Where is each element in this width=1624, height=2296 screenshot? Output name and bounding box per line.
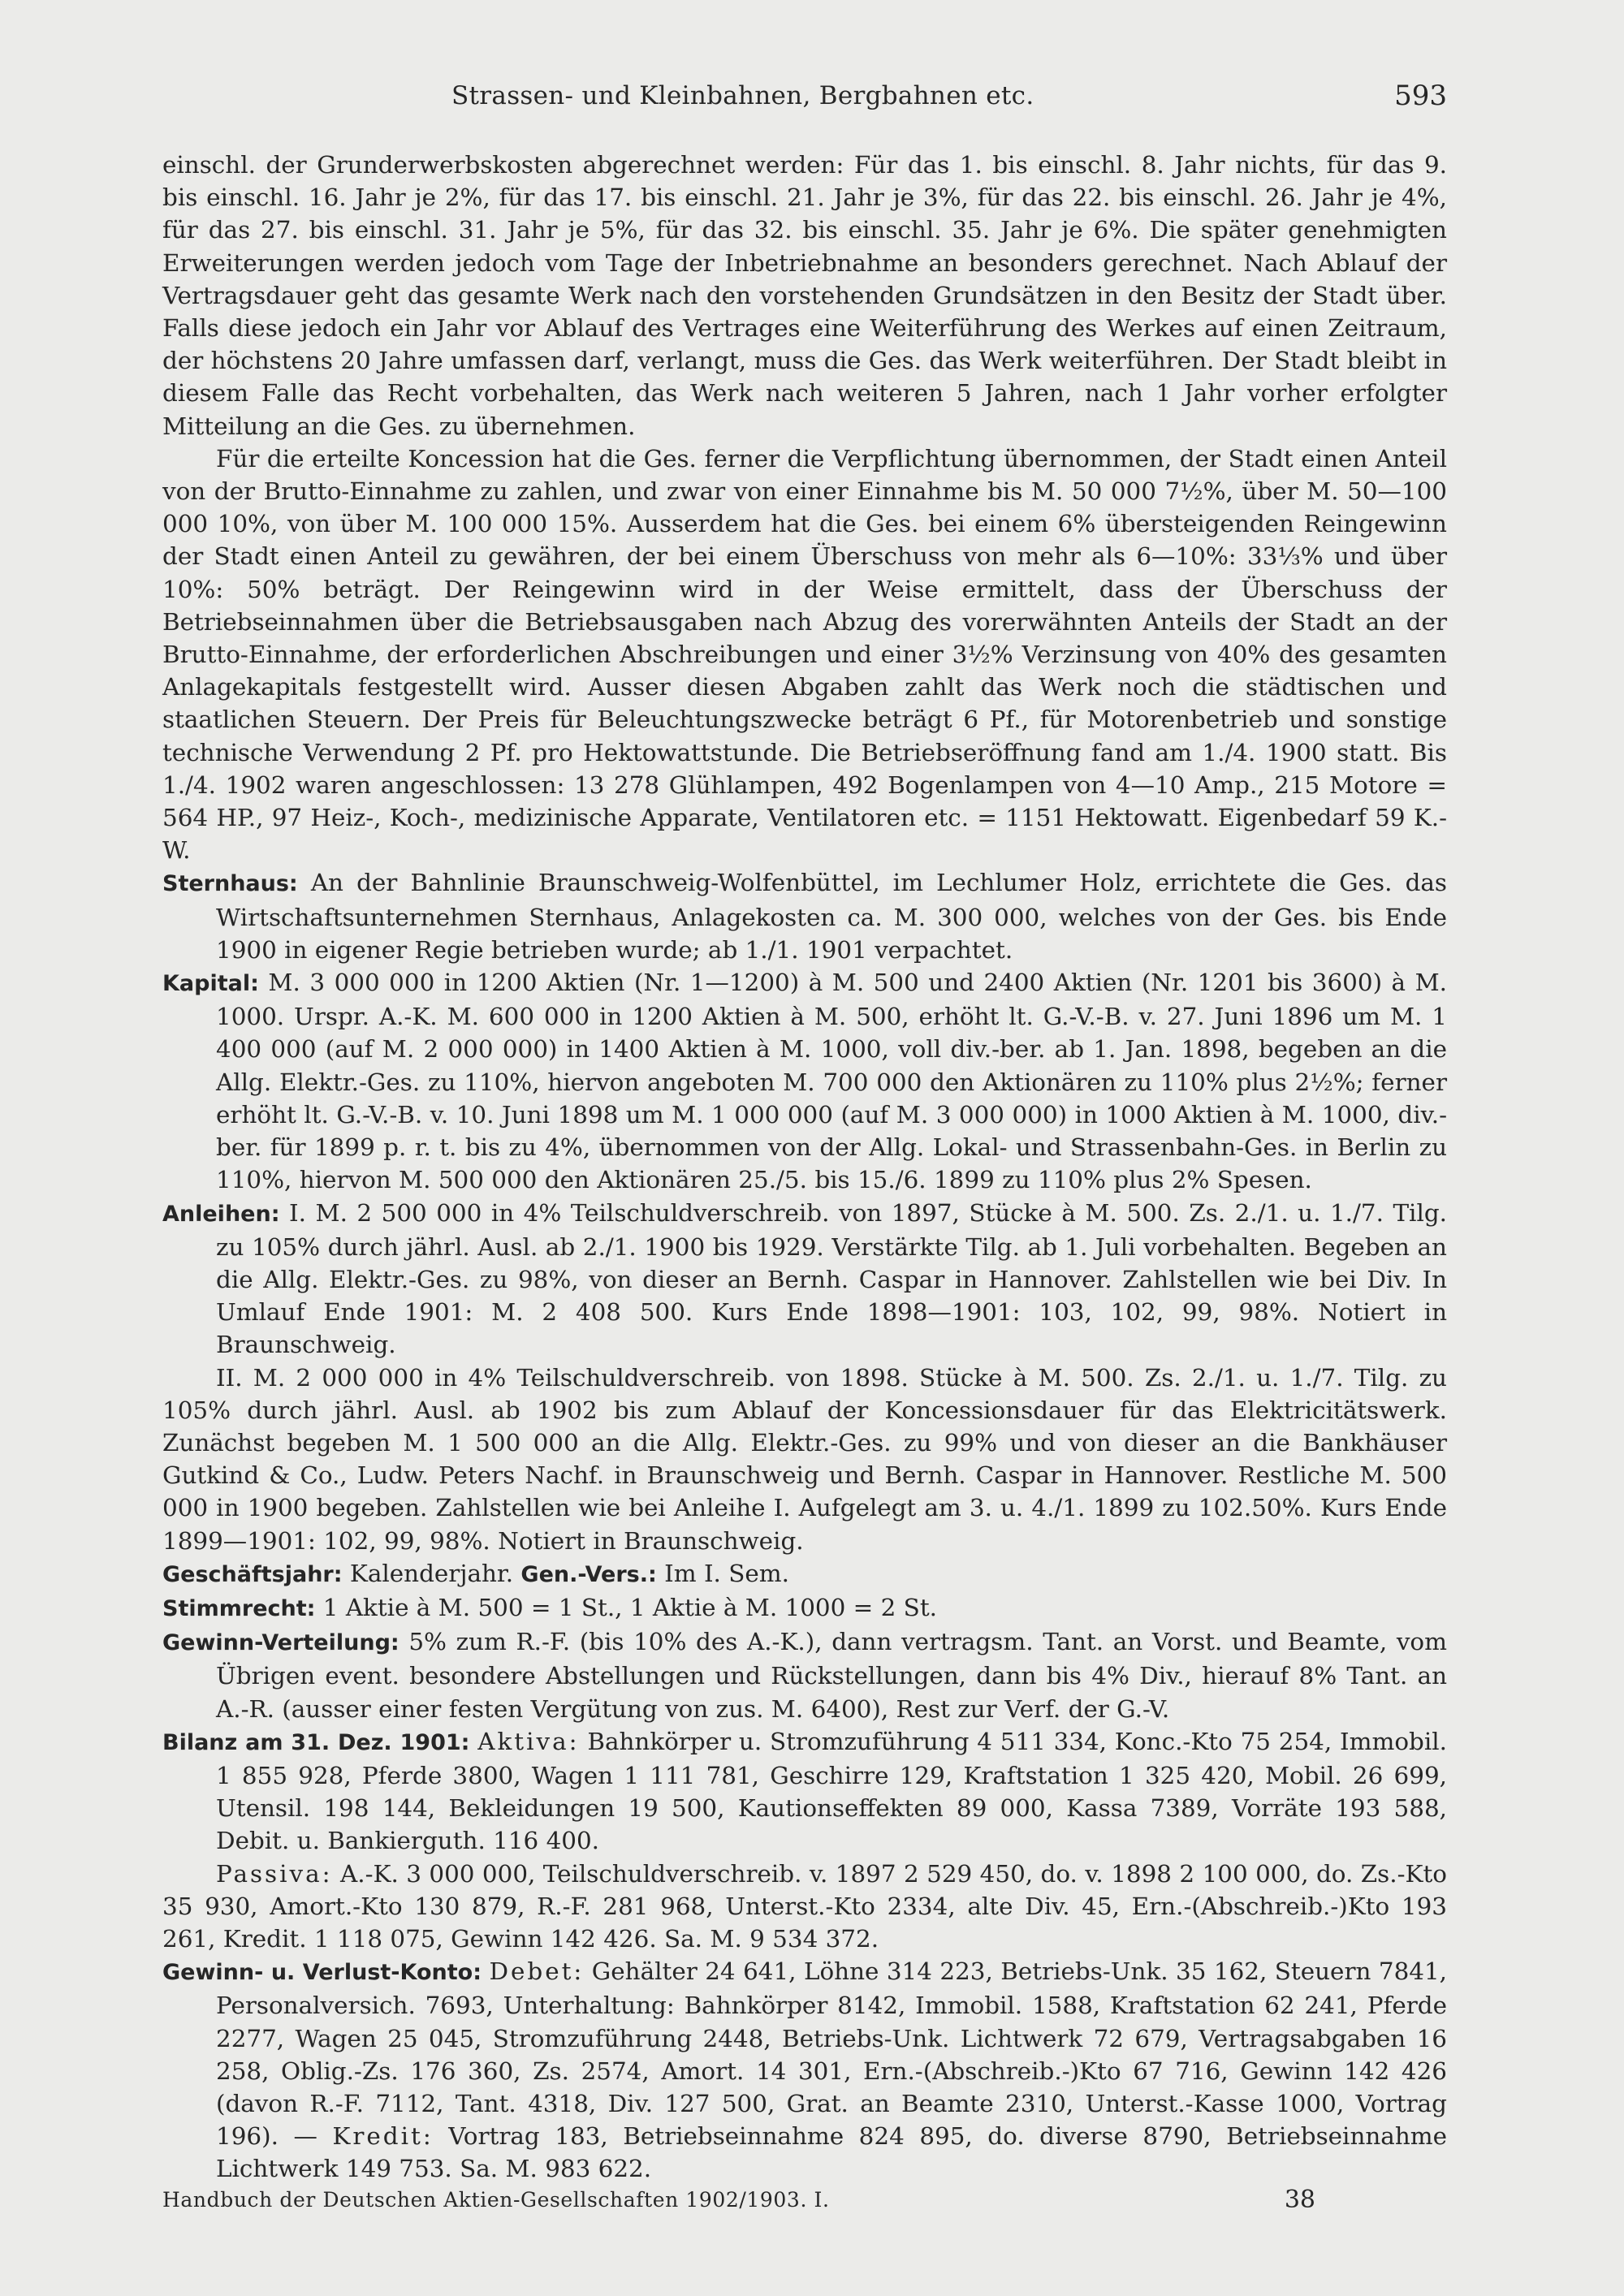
section-label: Gen.-Vers.:	[520, 1561, 657, 1587]
paragraph-text: Bahnkörper u. Stromzuführung 4 511 334, Konc.-Kto 75 254, Immobil. 1 855 928, Pferde 3800, Wagen 1 111 781, Geschirre 129, Kraftstation 1 325 420, Mobil. 26 699, Utensil. 198 144, Bekleidungen 19 500, Kautionseffekten 89 000, Kassa 7389, Vorräte 193 588, Debit. u. Bankierguth. 116 400.	[216, 1727, 1448, 1855]
paragraph-text: An der Bahnlinie Braunschweig-Wolfenbüttel, im Lechlumer Holz, errichtete die Ges. das Wirtschaftsunternehmen Sternhaus, Anlagekosten ca. M. 300 000, welches von der Ges. bis Ende 1900 in eigener Regie betrieben wurde; ab 1./1. 1901 verpachtet.	[216, 869, 1447, 964]
section-label: Sternhaus:	[162, 871, 298, 897]
paragraph-text: II. M. 2 000 000 in 4% Teilschuldverschreib. von 1898. Stücke à M. 500. Zs. 2./1. u. 1./7. Tilg. zu 105% durch jährl. Ausl. ab 1902 bis zum Ablauf der Koncessionsdauer für das Elektricitätswerk. Zunächst begeben M. 1 500 000 an die Allg. Elektr.-Ges. zu 99% und von dieser an die Bankhäuser Gutkind & Co., Ludw. Peters Nachf. in Braunschweig und Bernh. Caspar in Hannover. Restliche M. 500 000 in 1900 begeben. Zahlstellen wie bei Anleihe I. Aufgelegt am 3. u. 4./1. 1899 zu 102.50%. Kurs Ende 1899—1901: 102, 99, 98%. Notiert in Braunschweig.	[162, 1363, 1447, 1555]
page-footer	[162, 2184, 1315, 2216]
section-label: Stimmrecht:	[162, 1595, 316, 1621]
section-label: Anleihen:	[162, 1201, 280, 1227]
section-label: Gewinn- u. Verlust-Konto:	[162, 1960, 482, 1986]
paragraph-text: M. 3 000 000 in 1200 Aktien (Nr. 1—1200) à M. 500 und 2400 Aktien (Nr. 1201 bis 3600) à M. 1000. Urspr. A.-K. M. 600 000 in 1200 Aktien à M. 500, erhöht lt. G.-V.-B. v. 27. Juni 1896 um M. 1 400 000 (auf M. 2 000 000) in 1400 Aktien à M. 1000, voll div.-ber. ab 1. Jan. 1898, begeben an die Allg. Elektr.-Ges. zu 110%, hiervon angeboten M. 700 000 den Aktionären zu 110% plus 2½%; ferner erhöht lt. G.-V.-B. v. 10. Juni 1898 um M. 1 000 000 (auf M. 3 000 000) in 1000 Aktien à M. 1000, div.-ber. für 1899 p. r. t. bis zu 4%, übernommen von der Allg. Lokal- und Strassenbahn-Ges. in Berlin zu 110%, hiervon M. 500 000 den Aktionären 25./5. bis 15./6. 1899 zu 110% plus 2% Spesen.	[216, 969, 1448, 1194]
page-number: 593	[1394, 80, 1447, 112]
paragraph	[162, 1197, 1447, 1362]
paragraph-text: einschl. der Grunderwerbskosten abgerechnet werden: Für das 1. bis einschl. 8. Jahr nichts, für das 9. bis einschl. 16. Jahr je 2%, für das 17. bis einschl. 21. Jahr je 3%, für das 22. bis einschl. 26. Jahr je 4%, für das 27. bis einschl. 31. Jahr je 5%, für das 32. bis einschl. 35. Jahr je 6%. Die später genehmigten Erweiterungen werden jedoch vom Tage der Inbetriebnahme an besonders gerechnet. Nach Ablauf der Vertragsdauer geht das gesamte Werk nach den vorstehenden Grundsätzen in den Besitz der Stadt über. Falls diese jedoch ein Jahr vor Ablauf des Vertrages eine Weiterführung des Werkes auf einen Zeitraum, der höchstens 20 Jahre umfassen darf, verlangt, muss die Ges. das Werk weiterführen. Der Stadt bleibt in diesem Falle das Recht vorbehalten, das Werk nach weiteren 5 Jahren, nach 1 Jahr vorher erfolgter Mitteilung an die Ges. zu übernehmen.	[162, 151, 1447, 440]
paragraph-text: 1 Aktie à M. 500 = 1 St., 1 Aktie à M. 1000 = 2 St.	[322, 1593, 937, 1621]
running-title: Strassen- und Kleinbahnen, Bergbahnen etc.	[451, 81, 1034, 110]
paragraph-text: Für die erteilte Koncession hat die Ges. ferner die Verpflichtung übernommen, der Stadt einen Anteil von der Brutto-Einnahme zu zahlen, und zwar von einer Einnahme bis M. 50 000 7½%, über M. 50—100 000 10%, von über M. 100 000 15%. Ausserdem hat die Ges. bei einem 6% übersteigenden Reingewinn der Stadt einen Anteil zu gewähren, der bei einem Überschuss von mehr als 6—10%: 33⅓% und über 10%: 50% beträgt. Der Reingewinn wird in der Weise ermittelt, dass der Überschuss der Betriebseinnahmen über die Betriebsausgaben nach Abzug des vorerwähnten Anteils der Stadt an der Brutto-Einnahme, der erforderlichen Abschreibungen und einer 3½% Verzinsung von 40% des gesamten Anlagekapitals festgestellt wird. Ausser diesen Abgaben zahlt das Werk noch die städtischen und staatlichen Steuern. Der Preis für Beleuchtungszwecke beträgt 6 Pf., für Motorenbetrieb und sonstige technische Verwendung 2 Pf. pro Hektowattstunde. Die Betriebseröffnung fand am 1./4. 1900 statt. Bis 1./4. 1902 waren angeschlossen: 13 278 Glühlampen, 492 Bogenlampen von 4—10 Amp., 215 Motore = 564 HP., 97 Heiz-, Koch-, medizinische Apparate, Ventilatoren etc. = 1151 Hektowatt. Eigenbedarf 59 K.-W.	[162, 444, 1447, 865]
paragraph	[162, 866, 1447, 966]
section-label: Gewinn-Verteilung:	[162, 1630, 400, 1656]
paragraph	[162, 1955, 1447, 2185]
paragraph	[162, 149, 1447, 442]
paragraph-text: I. M. 2 500 000 in 4% Teilschuldverschreib. von 1897, Stücke à M. 500. Zs. 2./1. u. 1./7. Tilg. zu 105% durch jährl. Ausl. ab 2./1. 1900 bis 1929. Verstärkte Tilg. ab 1. Juli vorbehalten. Begeben an die Allg. Elektr.-Ges. zu 98%, von dieser an Bernh. Caspar in Hannover. Zahlstellen wie bei Div. In Umlauf Ende 1901: M. 2 408 500. Kurs Ende 1898—1901: 103, 102, 99, 98%. Notiert in Braunschweig.	[216, 1198, 1448, 1359]
paragraph	[162, 1362, 1447, 1557]
section-label: Bilanz am 31. Dez. 1901:	[162, 1729, 470, 1755]
paragraph-text: Kalenderjahr.	[349, 1559, 514, 1587]
sub-label: Kredit:	[332, 2122, 434, 2151]
paragraph	[162, 1557, 1447, 1591]
signature-number: 38	[1284, 2186, 1315, 2214]
paragraph-text: Gehälter 24 641, Löhne 314 223, Betriebs-Unk. 35 162, Steuern 7841, Personalversich. 7693, Unterhaltung: Bahnkörper 8142, Immobil. 1588, Kraftstation 62 241, Pferde 2277, Wagen 25 045, Stromzuführung 2448, Betriebs-Unk. Lichtwerk 72 679, Vertragsabgaben 16 258, Oblig.-Zs. 176 360, Zs. 2574, Amort. 14 301, Ern.-(Abschreib.-)Kto 67 716, Gewinn 142 426 (davon R.-F. 7112, Tant. 4318, Div. 127 500, Grat. an Beamte 2310, Unterst.-Kasse 1000, Vortrag 196). —	[216, 1957, 1448, 2151]
sub-label: Debet:	[489, 1957, 585, 1986]
paragraph	[162, 1858, 1447, 1956]
paragraph-text: A.-K. 3 000 000, Teilschuldverschreib. v. 1897 2 529 450, do. v. 1898 2 100 000, do. Zs.-Kto 35 930, Amort.-Kto 130 879, R.-F. 281 968, Unterst.-Kto 2334, alte Div. 45, Ern.-(Abschreib.-)Kto 193 261, Kredit. 1 118 075, Gewinn 142 426. Sa. M. 9 534 372.	[162, 1859, 1447, 1953]
footer-text: Handbuch der Deutschen Aktien-Gesellschaften 1902/1903. I.	[162, 2188, 830, 2212]
paragraph	[162, 1725, 1447, 1858]
paragraph-text: Vortrag 183, Betriebseinnahme 824 895, do. diverse 8790, Betriebseinnahme Lichtwerk 149 753. Sa. M. 983 622.	[216, 2122, 1448, 2183]
paragraph-text: 5% zum R.-F. (bis 10% des A.-K.), dann vertragsm. Tant. an Vorst. und Beamte, vom Übrigen event. besondere Abstellungen und Rückstellungen, dann bis 4% Div., hierauf 8% Tant. an A.-R. (ausser einer festen Vergütung von zus. M. 6400), Rest zur Verf. der G.-V.	[216, 1628, 1447, 1723]
running-header	[162, 76, 1447, 115]
sub-label: Passiva:	[216, 1859, 333, 1888]
section-label: Kapital:	[162, 971, 259, 997]
paragraph	[162, 1625, 1447, 1725]
paragraph-text: Im I. Sem.	[664, 1559, 789, 1587]
paragraph	[162, 442, 1447, 867]
sub-label: Aktiva:	[477, 1727, 580, 1755]
paragraph	[162, 1591, 1447, 1625]
body-text	[162, 149, 1447, 2186]
paragraph	[162, 966, 1447, 1196]
section-label: Geschäftsjahr:	[162, 1561, 343, 1587]
